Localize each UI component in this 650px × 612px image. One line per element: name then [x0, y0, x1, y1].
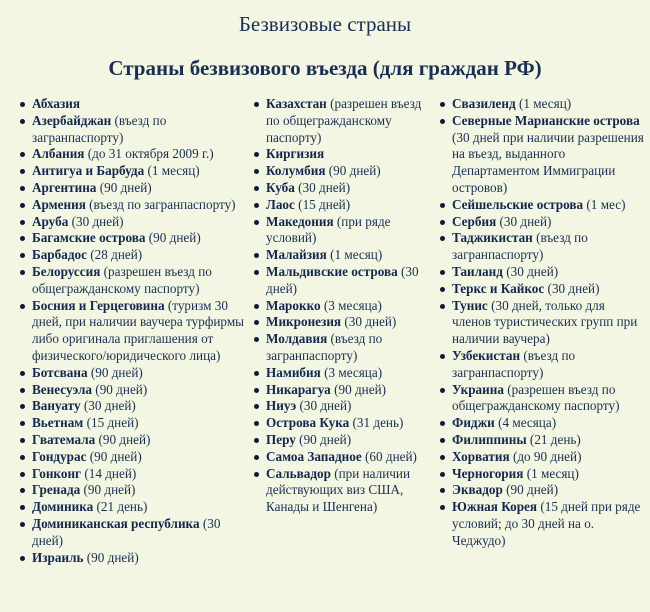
- country-name: Абхазия: [32, 96, 80, 111]
- list-item: [252, 398, 432, 415]
- country-name: Азербайджан: [32, 112, 112, 128]
- country-note: (90 дней): [299, 431, 352, 447]
- country-name: Теркс и Кайкос: [452, 280, 545, 296]
- list-item: [438, 382, 644, 416]
- country-name: Аргентина: [32, 179, 97, 195]
- list-item: [252, 264, 432, 298]
- country-note: (3 месяца): [323, 297, 382, 313]
- list-item: [252, 214, 432, 248]
- list-item: [252, 197, 432, 214]
- country-name: Ниуэ: [266, 398, 297, 414]
- country-note: (30 дней): [499, 213, 552, 229]
- country-note: (15 дней при ряде условий; до 30 дней на о. Чеджудо): [452, 499, 641, 548]
- country-name: Узбекистан: [452, 347, 521, 363]
- list-item: [18, 449, 246, 466]
- country-name: Казахстан: [266, 96, 327, 111]
- page-subtitle: Страны безвизового въезда (для граждан РФ): [108, 56, 542, 80]
- list-item: [252, 146, 432, 163]
- list-item: [438, 499, 644, 549]
- country-note: (30 дней): [71, 213, 124, 229]
- country-note: (разрешен въезд по общегражданскому паспорту): [452, 381, 620, 414]
- country-name: Южная Корея: [452, 499, 538, 515]
- country-name: Аруба: [32, 213, 69, 229]
- list-item: [18, 365, 246, 382]
- country-note: (30 дней): [299, 398, 352, 414]
- list-item: [252, 382, 432, 399]
- country-name: Острова Кука: [266, 415, 350, 431]
- list-item: [18, 415, 246, 432]
- country-name: Малайзия: [266, 247, 327, 263]
- country-note: (до 90 дней): [512, 448, 582, 464]
- country-name: Антигуа и Барбуда: [32, 163, 145, 179]
- country-name: Вануату: [32, 398, 81, 414]
- country-name: Сербия: [452, 213, 497, 229]
- country-name: Никарагуа: [266, 381, 331, 397]
- country-note: (90 дней): [328, 163, 381, 179]
- country-note: (30 дней, только для членов туристических групп при наличии ваучера): [452, 297, 638, 347]
- list-item: [252, 314, 432, 331]
- country-note: (туризм 30 дней, при наличии ваучера турфирмы либо оригинала приглашения от физического/юридического лица): [32, 297, 245, 363]
- country-name: Колумбия: [266, 163, 326, 179]
- country-note: (въезд по загранпаспорту): [452, 230, 588, 263]
- list-item: [18, 298, 246, 365]
- list-item: [438, 230, 644, 264]
- country-name: Доминиканская республика: [32, 515, 200, 531]
- country-name: Марокко: [266, 297, 321, 313]
- list-item: [438, 113, 644, 197]
- country-note: (4 месяца): [498, 415, 557, 431]
- country-name: Македония: [266, 213, 334, 229]
- country-note: (90 дней): [90, 364, 143, 380]
- country-note: (30 дней): [344, 314, 397, 330]
- country-note: (въезд по загранпаспорту): [32, 112, 167, 145]
- country-name: Багамские острова: [32, 230, 146, 246]
- list-item: [252, 365, 432, 382]
- list-item: [438, 432, 644, 449]
- list-item: [18, 247, 246, 264]
- country-note: (въезд по загранпаспорту): [266, 331, 383, 363]
- list-item: [438, 449, 644, 466]
- country-name: Мальдивские острова: [266, 263, 398, 279]
- list-item: [252, 415, 432, 432]
- list-item: [18, 550, 246, 567]
- country-name: Черногория: [452, 465, 524, 481]
- country-note: (при наличии действующих виз США, Канады и Шенгена): [266, 465, 411, 515]
- country-note: (при ряде условий): [266, 213, 391, 246]
- list-item: [252, 432, 432, 449]
- country-note: (разрешен въезд по общегражданскому паспорту): [266, 96, 422, 145]
- country-name: Албания: [32, 146, 85, 162]
- country-note: (90 дней): [83, 482, 136, 498]
- country-name: Фиджи: [452, 415, 495, 431]
- list-item: [18, 516, 246, 550]
- country-name: Сейшельские острова: [452, 196, 584, 212]
- country-name: Филиппины: [452, 431, 527, 447]
- list-item: [438, 281, 644, 298]
- country-name: Армения: [32, 196, 86, 212]
- country-name: Лаос: [266, 196, 295, 212]
- country-name: Киргизия: [266, 146, 325, 162]
- country-note: (разрешен въезд по общегражданскому паспорту): [32, 263, 212, 296]
- country-note: (28 дней): [90, 247, 143, 263]
- list-item: [438, 415, 644, 432]
- list-item: [18, 398, 246, 415]
- country-name: Гонконг: [32, 465, 82, 481]
- country-note: (60 дней): [365, 448, 417, 464]
- country-name: Перу: [266, 431, 296, 447]
- country-note: (30 дней): [547, 280, 600, 296]
- country-name: Микронезия: [266, 314, 342, 330]
- country-name: Барбадос: [32, 247, 87, 263]
- list-item: [18, 230, 246, 247]
- country-name: Свазиленд: [452, 96, 516, 111]
- country-note: (3 месяца): [324, 364, 383, 380]
- country-note: (30 дней): [298, 179, 351, 195]
- list-item: [438, 298, 644, 348]
- country-name: Белоруссия: [32, 263, 101, 279]
- country-name: Таиланд: [452, 263, 503, 279]
- country-name: Гватемала: [32, 431, 96, 447]
- country-name: Куба: [266, 179, 295, 195]
- country-note: (90 дней): [99, 179, 152, 195]
- country-name: Вьетнам: [32, 415, 84, 431]
- list-item: [18, 197, 246, 214]
- country-name: Венесуэла: [32, 381, 92, 397]
- country-name: Гренада: [32, 482, 81, 498]
- list-item: [252, 298, 432, 315]
- list-item: [438, 482, 644, 499]
- country-name: Намибия: [266, 364, 321, 380]
- list-item: [252, 180, 432, 197]
- country-list-column-2: [252, 96, 432, 516]
- country-list-column-1: [18, 96, 246, 566]
- list-item: [18, 180, 246, 197]
- list-item: [18, 499, 246, 516]
- list-item: [252, 247, 432, 264]
- country-name: Доминика: [32, 499, 94, 515]
- list-item: [252, 163, 432, 180]
- list-item: [252, 449, 432, 466]
- country-note: (31 день): [352, 415, 404, 431]
- country-note: (90 дней): [89, 448, 142, 464]
- list-item: [18, 382, 246, 399]
- country-note: (1 месяц): [147, 163, 200, 179]
- list-item: [438, 264, 644, 281]
- country-note: (30 дней при наличии разрешения на въезд, выданного Департаментом Иммиграции островов): [452, 129, 644, 195]
- country-name: Ботсвана: [32, 364, 88, 380]
- country-name: Эквадор: [452, 482, 503, 498]
- list-item: [438, 96, 644, 113]
- list-item: [18, 214, 246, 231]
- list-item: [438, 197, 644, 214]
- country-note: (90 дней): [86, 549, 139, 565]
- list-item: [438, 466, 644, 483]
- country-note: (30 дней): [506, 263, 559, 279]
- country-note: (1 месяц): [526, 465, 579, 481]
- country-name: Таджикистан: [452, 230, 533, 246]
- list-item: [252, 466, 432, 516]
- page-title: Безвизовые страны: [238, 12, 412, 36]
- country-note: (90 дней): [334, 381, 387, 397]
- list-item: [18, 482, 246, 499]
- country-name: Босния и Герцеговина: [32, 297, 165, 313]
- country-note: (90 дней): [98, 431, 151, 447]
- country-note: (21 день): [529, 431, 581, 447]
- list-item: [18, 432, 246, 449]
- list-item: [252, 96, 432, 146]
- country-note: (въезд по загранпаспорту): [89, 196, 236, 212]
- country-note: (15 дней): [86, 415, 139, 431]
- list-item: [18, 113, 246, 147]
- list-item: [252, 331, 432, 365]
- country-note: (1 месяц): [330, 247, 383, 263]
- list-item: [18, 264, 246, 298]
- list-item: [18, 466, 246, 483]
- country-name: Северные Марианские острова: [452, 112, 640, 128]
- country-note: (1 мес): [586, 196, 626, 212]
- country-note: (90 дней): [148, 230, 201, 246]
- country-note: (90 дней): [95, 381, 148, 397]
- list-item: [18, 163, 246, 180]
- country-name: Хорватия: [452, 448, 510, 464]
- country-note: (1 месяц): [518, 96, 572, 111]
- country-note: (30 дней): [83, 398, 136, 414]
- list-item: [438, 214, 644, 231]
- country-note: (30 дней): [32, 515, 221, 548]
- country-name: Сальвадор: [266, 465, 331, 481]
- country-name: Самоа Западное: [266, 448, 362, 464]
- country-note: (14 дней): [84, 465, 137, 481]
- list-item: [18, 146, 246, 163]
- list-item: [18, 96, 246, 113]
- list-item: [438, 348, 644, 382]
- country-name: Израиль: [32, 549, 84, 565]
- country-note: (въезд по загранпаспорту): [452, 347, 576, 380]
- country-note: (до 31 октября 2009 г.): [87, 146, 214, 162]
- country-name: Тунис: [452, 297, 488, 313]
- country-note: (90 дней): [506, 482, 559, 498]
- country-name: Гондурас: [32, 448, 87, 464]
- country-note: (15 дней): [298, 196, 351, 212]
- country-name: Украина: [452, 381, 504, 397]
- country-note: (30 дней): [266, 263, 419, 296]
- country-note: (21 день): [96, 499, 148, 515]
- country-list-column-3: [438, 96, 644, 550]
- country-name: Молдавия: [266, 331, 328, 347]
